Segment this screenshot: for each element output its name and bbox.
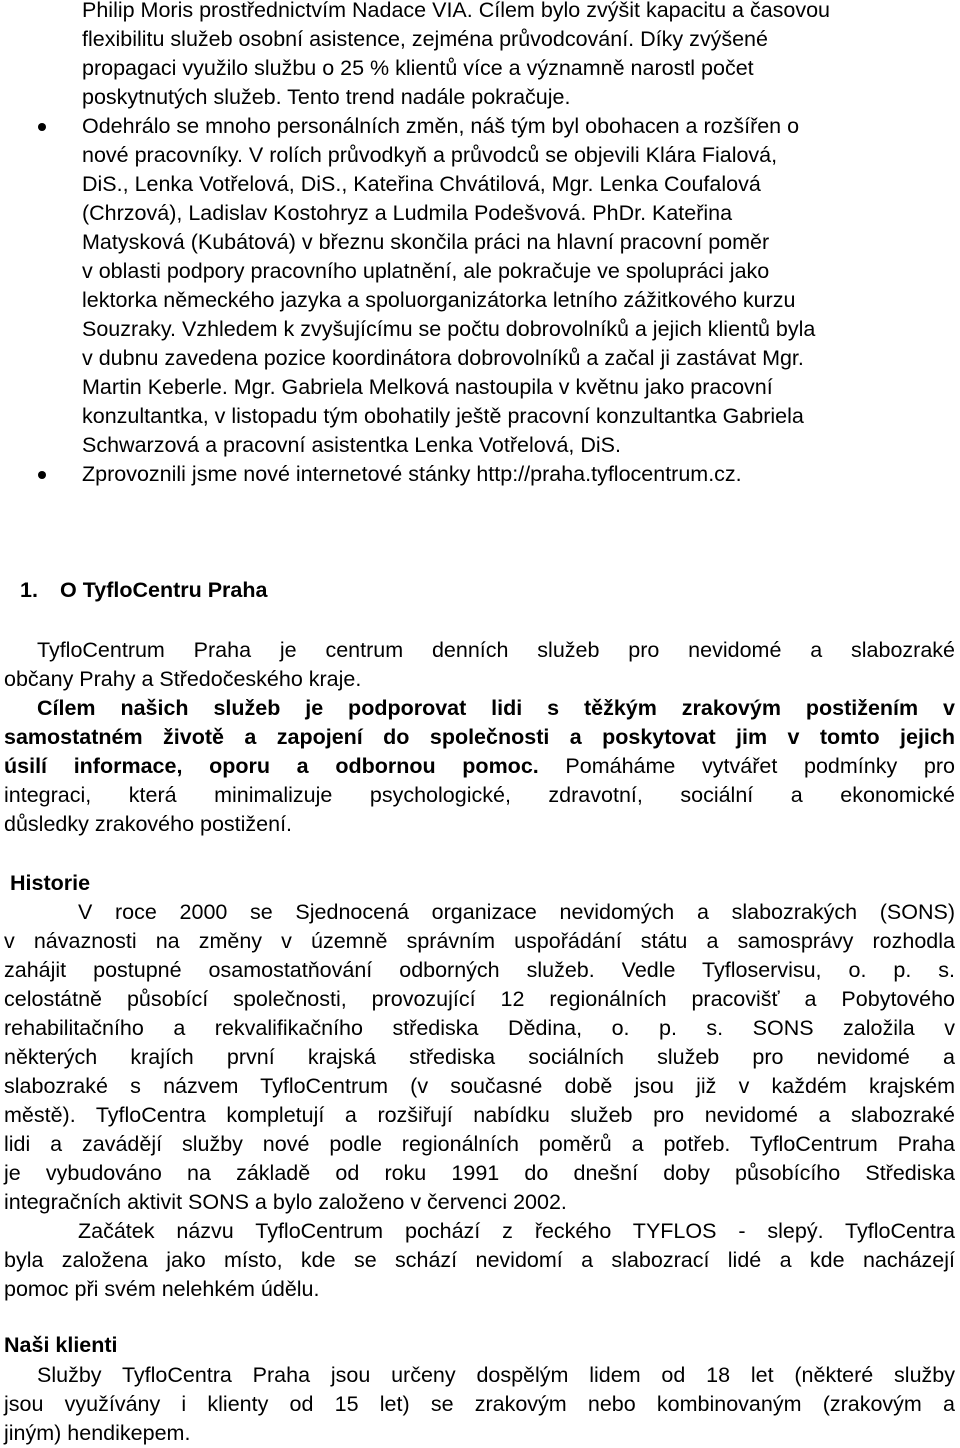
historie-line: slabozraké s názvem TyfloCentrum (v současné době jsou již v každém krajském [4,1074,955,1098]
section-heading [20,578,267,603]
bullet-2-line: Schwarzová a pracovní asistentka Lenka Votřelová, DiS. [82,433,621,457]
about-bold-line-2 [4,723,955,752]
historie-line: integračních aktivit SONS a bylo založeno v červenci 2002. [4,1190,567,1214]
bullet-3-text: Zprovoznili jsme nové internetové stánky http://praha.tyflocentrum.cz. [82,462,742,486]
historie-paragraph-1 [4,898,955,1217]
bullet-1-line-2: flexibilitu služeb osobní asistence, zejména průvodcování. Díky zvýšené [82,27,768,51]
about-line-5: důsledky zrakového postižení. [4,812,293,836]
about-line-4: integraci, která minimalizuje psychologické, zdravotní, sociální a ekonomické [4,783,955,807]
about-bold-2: samostatném životě a zapojení do společnosti a poskytovat jim v tomto jejich [4,725,955,749]
about-bold-line-1 [4,694,955,723]
section-number: 1. [20,578,38,602]
list-item [38,460,938,489]
list-item [38,112,938,460]
bullet-1-line-3: propagaci využilo službu o 25 % klientů více a významně narostl počet [82,56,754,80]
bullet-2-line: lektorka německého jazyka a spoluorganizátorka letního zážitkového kurzu [82,288,796,312]
klienti-line: jiným) hendikepem. [4,1421,191,1445]
historie-line: rehabilitačního a rekvalifikačního střediska Dědina, o. p. s. SONS založila v [4,1016,955,1040]
historie-line: byla založena jako místo, kde se schází nevidomí a slabozrací lidé a kde nacházejí [4,1248,955,1272]
bullet-list [38,0,938,489]
historie-line: zahájit postupné osamostatňování odborných služeb. Vedle Tyfloservisu, o. p. s. [4,958,955,982]
section-title: O TyfloCentru Praha [60,578,268,602]
about-paragraph [4,636,955,839]
historie-line: Začátek názvu TyfloCentrum pochází z řeckého TYFLOS - slepý. TyfloCentra [78,1219,955,1243]
bullet-2-line: v oblasti podpory pracovního uplatnění, ale pokračuje ve spolupráci jako [82,259,770,283]
about-line-1: TyfloCentrum Praha je centrum denních služeb pro nevidomé a slabozraké [37,638,955,662]
historie-line: je vybudováno na základě od roku 1991 do dnešní doby působícího Střediska [4,1161,955,1185]
bullet-1-line-1: Philip Moris prostřednictvím Nadace VIA. Cílem bylo zvýšit kapacitu a časovou [82,0,831,22]
bullet-1-line-4: poskytnutých služeb. Tento trend nadále pokračuje. [82,85,571,109]
historie-line: pomoc při svém nelehkém údělu. [4,1277,320,1301]
historie-line: městě). TyfloCentra kompletují a rozšiřují nabídku služeb pro nevidomé a slabozraké [4,1103,955,1127]
klienti-paragraph [4,1361,955,1448]
bullet-2-line: (Chrzová), Ladislav Kostohryz a Ludmila Podešvová. PhDr. Kateřina [82,201,733,225]
bullet-2-line: konzultantka, v listopadu tým obohatily ještě pracovní konzultantka Gabriela [82,404,804,428]
list-item [38,0,938,112]
bullet-2-line: Martin Keberle. Mgr. Gabriela Melková nastoupila v květnu jako pracovní [82,375,773,399]
klienti-line: Služby TyfloCentra Praha jsou určeny dospělým lidem od 18 let (některé služby [37,1363,955,1387]
bullet-2-line: v dubnu zavedena pozice koordinátora dobrovolníků a začal ji zastávat Mgr. [82,346,804,370]
about-line-3 [4,752,955,781]
bullet-2-line: Odehrálo se mnoho personálních změn, náš tým byl obohacen a rozšířen o [82,114,800,138]
bullet-2-line: nové pracovníky. V rolích průvodkyň a průvodců se objevili Klára Fialová, [82,143,778,167]
bullet-icon [38,123,46,131]
about-bold-3: úsilí informace, oporu a odbornou pomoc. [4,754,539,778]
historie-line: některých krajích první krajská střediska sociálních služeb pro nevidomé a [4,1045,955,1069]
klienti-heading: Naši klienti [4,1333,118,1357]
klienti-line: jsou využívány i klienty od 15 let) se zrakovým nebo kombinovaným (zrakovým a [4,1392,955,1416]
historie-line: lidi a zavádějí služby nové podle regionálních poměrů a potřeb. TyfloCentrum Praha [4,1132,955,1156]
bullet-2-line: DiS., Lenka Votřelová, DiS., Kateřina Chvátilová, Mgr. Lenka Coufalová [82,172,761,196]
historie-line: celostátně působící společnosti, provozující 12 regionálních pracovišť a Pobytového [4,987,955,1011]
historie-paragraph-2 [4,1217,955,1304]
historie-heading: Historie [10,871,91,895]
about-line-2: občany Prahy a Středočeského kraje. [4,667,362,691]
bullet-icon [38,471,46,479]
historie-line: v návaznosti na změny v územně správním uspořádání státu a samosprávy rozhodla [4,929,955,953]
bullet-2-line: Souzraky. Vzhledem k zvyšujícímu se počtu dobrovolníků a jejich klientů byla [82,317,816,341]
about-bold-1: Cílem našich služeb je podporovat lidi s těžkým zrakovým postižením v [37,696,955,720]
about-tail-3: Pomáháme vytvářet podmínky pro [538,754,955,778]
bullet-2-line: Matysková (Kubátová) v březnu skončila práci na hlavní pracovní poměr [82,230,770,254]
historie-line: V roce 2000 se Sjednocená organizace nevidomých a slabozrakých (SONS) [78,900,955,924]
